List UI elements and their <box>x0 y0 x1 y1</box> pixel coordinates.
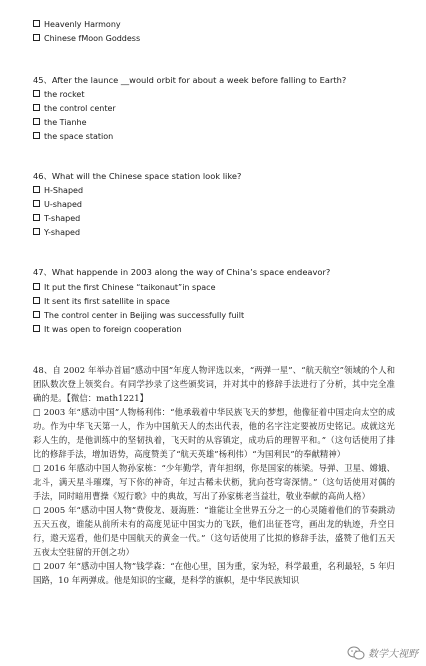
checkbox-icon <box>33 297 40 304</box>
checkbox-icon <box>33 104 40 111</box>
checkbox-icon <box>33 20 40 27</box>
checkbox-icon <box>33 118 40 125</box>
option-45-4[interactable]: the space station <box>33 131 113 142</box>
watermark-text: 数学大视野 <box>368 649 418 660</box>
option-45-1[interactable]: the rocket <box>33 89 84 100</box>
wechat-icon <box>347 646 365 660</box>
checkbox-icon <box>33 283 40 290</box>
checkbox-icon <box>33 200 40 207</box>
option-48-1[interactable]: □ 2003 年“感动中国”人物杨利伟：“他承载着中华民族飞天的梦想，他像征着中国走向太空的成功。作为中华飞天第一人，作为中国航天人的杰出代表，他的名字注定要被历史铭记。成就这光彩人生的，是他训练中的坚韧执着，飞天时的从容镇定，成功后的理智平和。”（这句话使用了排比的修辞手法，增加语势，高度赞美了“航天英雄”杨利伟）“为国利民”的奉献精神） <box>33 407 395 459</box>
question-48-stem: 48、自 2002 年举办首届“感动中国”年度人物评选以来，“两弹一星”、“航天航空”领域的个人和团队数次登上领奖台。有同学抄录了这些颁奖词，并对其中的修辞手法进行了分析，其中完全准确的是。【微信：math1221】 <box>33 365 395 403</box>
checkbox-icon <box>33 90 40 97</box>
checkbox-icon <box>33 214 40 221</box>
checkbox-icon <box>33 311 40 318</box>
watermark <box>347 645 418 660</box>
option-top-2[interactable]: Chinese fMoon Goddess <box>33 33 140 44</box>
checkbox-icon <box>33 132 40 139</box>
checkbox-icon <box>33 228 40 235</box>
option-48-2[interactable]: □ 2016 年感动中国人物孙家栋：“少年勤学，青年担纲，你是国家的栋梁。导弹、卫星、嫦娥、北斗，满天星斗璀璨，写下你的神奇，年过古稀未伏枥，犹向苍穹寄深情。”（这句话使用对偶的手法，同时暗用曹操《短行歌》中的典故，写出了孙家栋老当益壮，敬业奉献的高尚人格） <box>33 463 395 501</box>
option-47-4[interactable]: It was open to foreign cooperation <box>33 324 182 335</box>
option-45-3[interactable]: the Tianhe <box>33 117 87 128</box>
option-46-1[interactable]: H-Shaped <box>33 185 83 196</box>
option-46-3[interactable]: T-shaped <box>33 213 80 224</box>
checkbox-icon <box>33 325 40 332</box>
checkbox-icon <box>33 186 40 193</box>
option-48-3[interactable]: □ 2005 年“感动中国人物”费俊龙、聂海胜：“谁能让全世界五分之一的心灵随着他们的节奏跳动五天五夜，谁能从前所未有的高度见证中国实力的飞跃，他们出征苍穹，画出龙的轨迹，升空日行，遨天巡看，他们是中国航天的黄金一代。”（这句话使用了比拟的修辞手法，盛赞了他们五天五夜太空驻留的开创之功） <box>33 505 395 557</box>
question-46: 46、What will the Chinese space station look like? <box>33 171 242 181</box>
option-top-1[interactable]: Heavenly Harmony <box>33 19 121 30</box>
option-45-2[interactable]: the control center <box>33 103 116 114</box>
option-48-4[interactable]: □ 2007 年“感动中国人物”钱学森：“在他心里，国为重，家为轻，科学最重，名利最轻，5 年归国路，10 年两弹成。他是知识的宝藏，是科学的旗帜，是中华民族知识 <box>33 561 395 585</box>
option-47-3[interactable]: The control center in Beijing was successfully fuilt <box>33 310 244 321</box>
option-46-4[interactable]: Y-shaped <box>33 227 80 238</box>
question-47: 47、What happende in 2003 along the way of China’s space endeavor? <box>33 267 331 277</box>
question-48-block <box>33 363 395 587</box>
checkbox-icon <box>33 34 40 41</box>
option-47-1[interactable]: It put the first Chinese “taikonaut”in space <box>33 282 216 293</box>
option-47-2[interactable]: It sent its first satellite in space <box>33 296 170 307</box>
option-46-2[interactable]: U-shaped <box>33 199 82 210</box>
question-45: 45、After the launce __would orbit for about a week before falling to Earth? <box>33 75 347 85</box>
